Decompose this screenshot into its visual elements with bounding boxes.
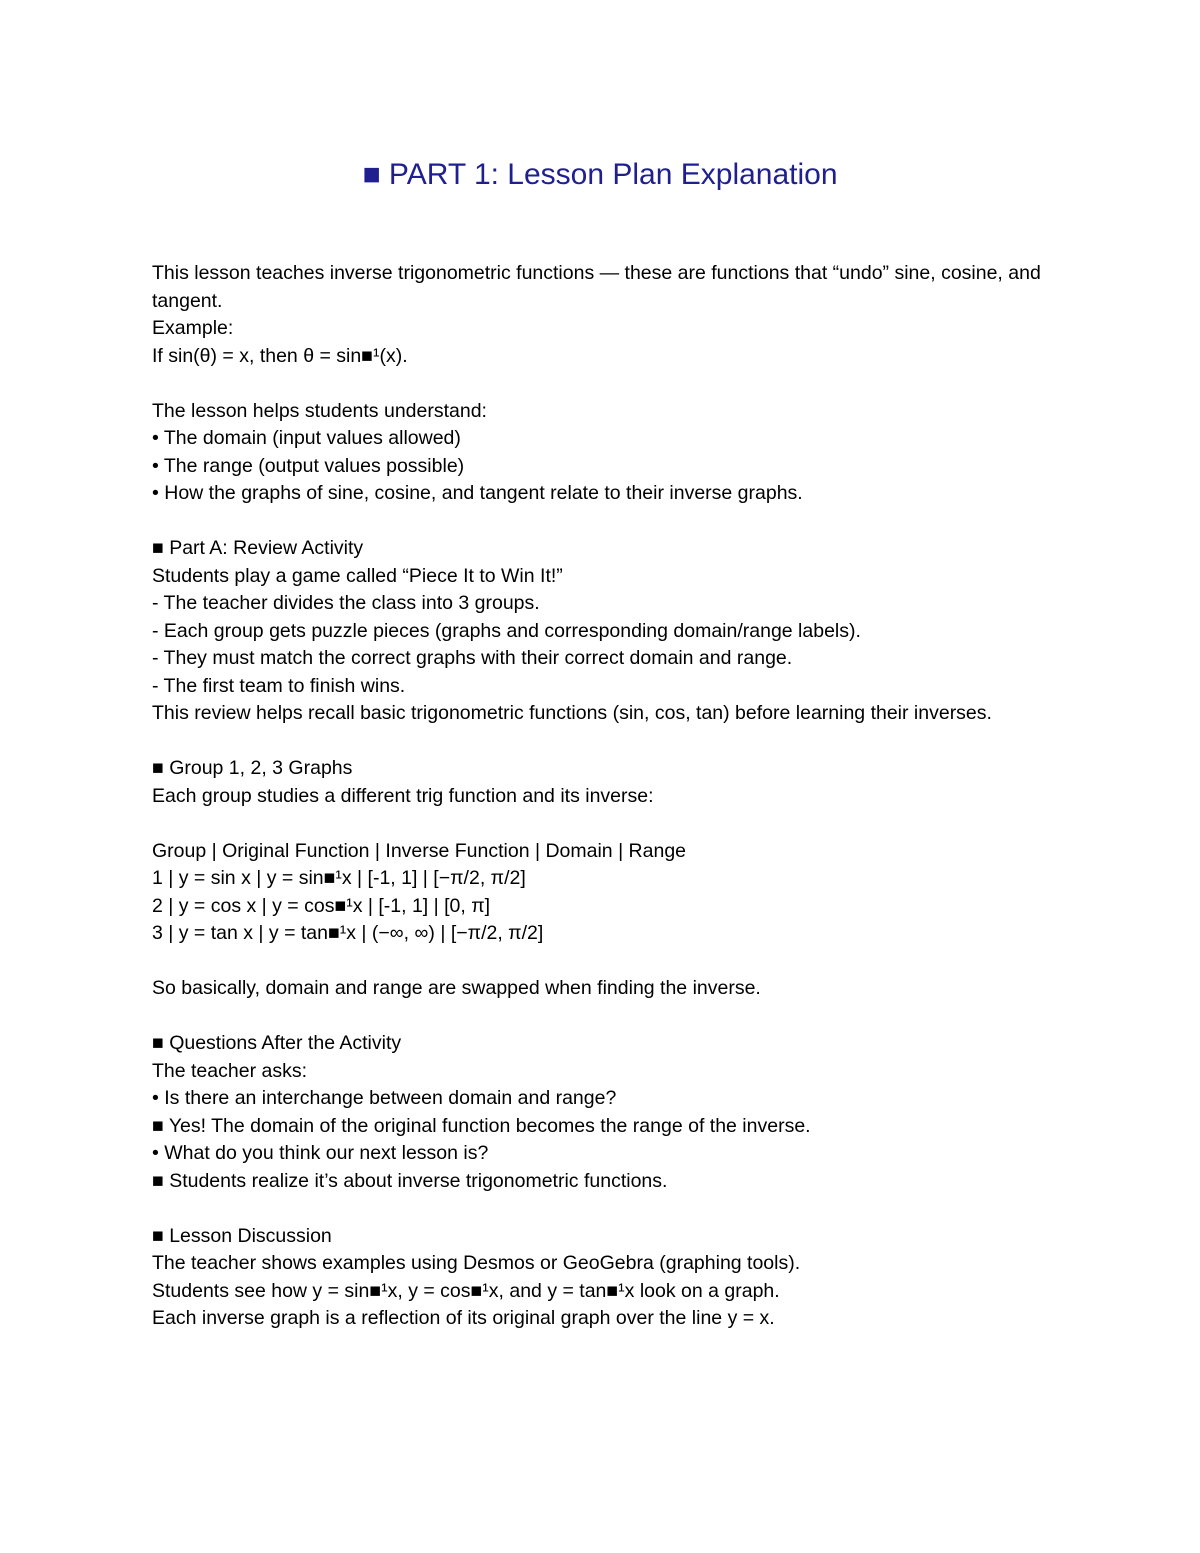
- section-heading-questions: ■ Questions After the Activity: [152, 1032, 402, 1054]
- answer-line: ■ Yes! The domain of the original function becomes the range of the inverse.: [152, 1114, 811, 1137]
- list-item: - The teacher divides the class into 3 groups.: [152, 592, 540, 614]
- discussion-line: Each inverse graph is a reflection of its original graph over the line y = x.: [152, 1307, 775, 1329]
- table-row: 2 | y = cos x | y = cos■¹x | [-1, 1] | [0, π]: [152, 894, 491, 917]
- discussion-line: The teacher shows examples using Desmos or GeoGebra (graphing tools).: [152, 1252, 801, 1274]
- document-body: [152, 260, 1052, 1333]
- list-item: • The range (output values possible): [152, 454, 465, 477]
- table-row: 1 | y = sin x | y = sin■¹x | [-1, 1] | [−π/2, π/2]: [152, 867, 526, 889]
- list-item: - Each group gets puzzle pieces (graphs and corresponding domain/range labels).: [152, 619, 861, 642]
- section-heading-part-a: ■ Part A: Review Activity: [152, 537, 364, 559]
- groups-lead: Each group studies a different trig function and its inverse:: [152, 784, 654, 807]
- question-line: • Is there an interchange between domain and range?: [152, 1087, 617, 1109]
- answer-line: ■ Students realize it’s about inverse trigonometric functions.: [152, 1169, 668, 1192]
- list-item: - The first team to finish wins.: [152, 674, 406, 697]
- page-title: ■ PART 1: Lesson Plan Explanation: [362, 158, 838, 191]
- list-item: • The domain (input values allowed): [152, 427, 461, 449]
- table-row: 3 | y = tan x | y = tan■¹x | (−∞, ∞) | [−π/2, π/2]: [152, 922, 544, 944]
- table-header: Group | Original Function | Inverse Function | Domain | Range: [152, 839, 687, 862]
- questions-lead: The teacher asks:: [152, 1059, 307, 1082]
- section-heading-discussion: ■ Lesson Discussion: [152, 1224, 332, 1247]
- example-text: If sin(θ) = x, then θ = sin■¹(x).: [152, 344, 408, 367]
- intro-paragraph: This lesson teaches inverse trigonometric functions — these are functions that “undo” sine, cosine, and tangent.: [152, 262, 1047, 312]
- part-a-closing: This review helps recall basic trigonometric functions (sin, cos, tan) before learning their inverses.: [152, 702, 992, 724]
- section-heading-groups: ■ Group 1, 2, 3 Graphs: [152, 757, 353, 779]
- list-item: • How the graphs of sine, cosine, and tangent relate to their inverse graphs.: [152, 482, 803, 504]
- understand-lead: The lesson helps students understand:: [152, 399, 487, 422]
- list-item: - They must match the correct graphs with their correct domain and range.: [152, 647, 793, 669]
- example-label: Example:: [152, 317, 234, 339]
- groups-summary: So basically, domain and range are swapped when finding the inverse.: [152, 977, 761, 999]
- discussion-line: Students see how y = sin■¹x, y = cos■¹x, and y = tan■¹x look on a graph.: [152, 1279, 780, 1302]
- part-a-lead: Students play a game called “Piece It to Win It!”: [152, 564, 563, 587]
- question-line: • What do you think our next lesson is?: [152, 1142, 489, 1164]
